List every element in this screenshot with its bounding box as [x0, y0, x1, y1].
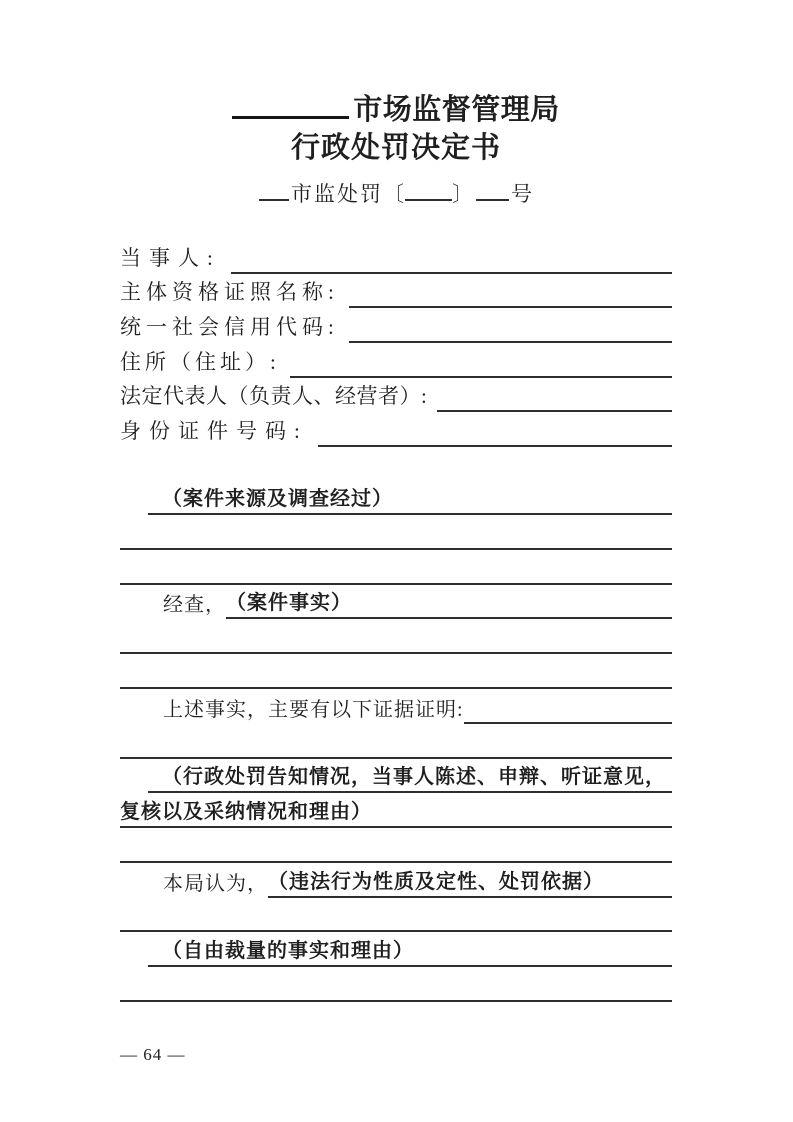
field-row-address [120, 343, 672, 378]
field-fill-line [437, 410, 672, 412]
placeholder-discretion: （自由裁量的事实和理由） [148, 934, 672, 967]
placeholder-violation-basis: （违法行为性质及定性、处罚依据） [268, 865, 672, 898]
row-evidence [120, 689, 672, 724]
field-label: 当事人: [120, 245, 221, 270]
field-label: 住所（住址）: [120, 349, 280, 374]
field-fill-line [231, 272, 672, 274]
field-row-license-name [120, 274, 672, 309]
rule-line [120, 654, 672, 689]
placeholder-case-source: （案件来源及调查经过） [148, 482, 672, 515]
doc-number-line [120, 181, 672, 208]
field-label: 法定代表人（负责人、经营者）: [120, 384, 428, 409]
field-row-legal-representative [120, 378, 672, 413]
evidence-fill-line [464, 720, 672, 724]
doc-number-serial-blank [476, 199, 509, 201]
field-fill-line [290, 376, 672, 378]
field-row-credit-code [120, 308, 672, 343]
rule-line [120, 724, 672, 759]
placeholder-case-facts: （案件事实） [226, 586, 672, 619]
doc-number-suffix: 号 [511, 182, 533, 206]
rule-line [120, 550, 672, 585]
document-title: 行政处罚决定书 [290, 132, 501, 164]
document-title-line1 [120, 92, 672, 129]
field-fill-line [349, 341, 672, 343]
opinion-prefix: 本局认为， [163, 872, 268, 895]
doc-number-close-bracket: 〕 [452, 182, 474, 206]
rule-line [120, 828, 672, 863]
agency-name-blank-line [232, 116, 349, 119]
agency-name: 市场监督管理局 [353, 94, 560, 126]
doc-number-open-bracket: 〔 [383, 182, 405, 206]
doc-number-region-blank [259, 199, 289, 201]
row-investigation [120, 585, 672, 620]
placeholder-notification-line1: （行政处罚告知情况，当事人陈述、申辩、听证意见， [148, 760, 672, 793]
field-fill-line [318, 445, 672, 447]
row-notification-line1 [120, 759, 672, 794]
rule-line [120, 515, 672, 550]
placeholder-notification-line2: 复核以及采纳情况和理由） [120, 795, 672, 828]
title-block [120, 92, 672, 208]
evidence-prefix: 上述事实，主要有以下证据证明: [163, 698, 464, 721]
row-notification-line2 [120, 793, 672, 828]
field-label: 身份证件号码: [120, 419, 308, 444]
doc-number-year-blank [405, 199, 452, 201]
body-block [120, 480, 672, 1002]
row-case-source [120, 480, 672, 515]
rule-line [120, 619, 672, 654]
rule-line [120, 898, 672, 933]
row-discretion [120, 932, 672, 967]
field-fill-line [349, 306, 672, 308]
row-opinion [120, 863, 672, 898]
doc-number-prefix: 市监处罚 [291, 182, 383, 206]
investigation-prefix: 经查， [163, 594, 226, 617]
field-row-id-number [120, 412, 672, 447]
rule-line [120, 967, 672, 1002]
document-content [120, 0, 672, 1065]
field-row-party [120, 239, 672, 274]
field-label: 统一社会信用代码: [120, 315, 339, 340]
party-fields [120, 239, 672, 447]
field-label: 主体资格证照名称: [120, 280, 339, 305]
page-number: — 64 — [120, 1045, 186, 1065]
